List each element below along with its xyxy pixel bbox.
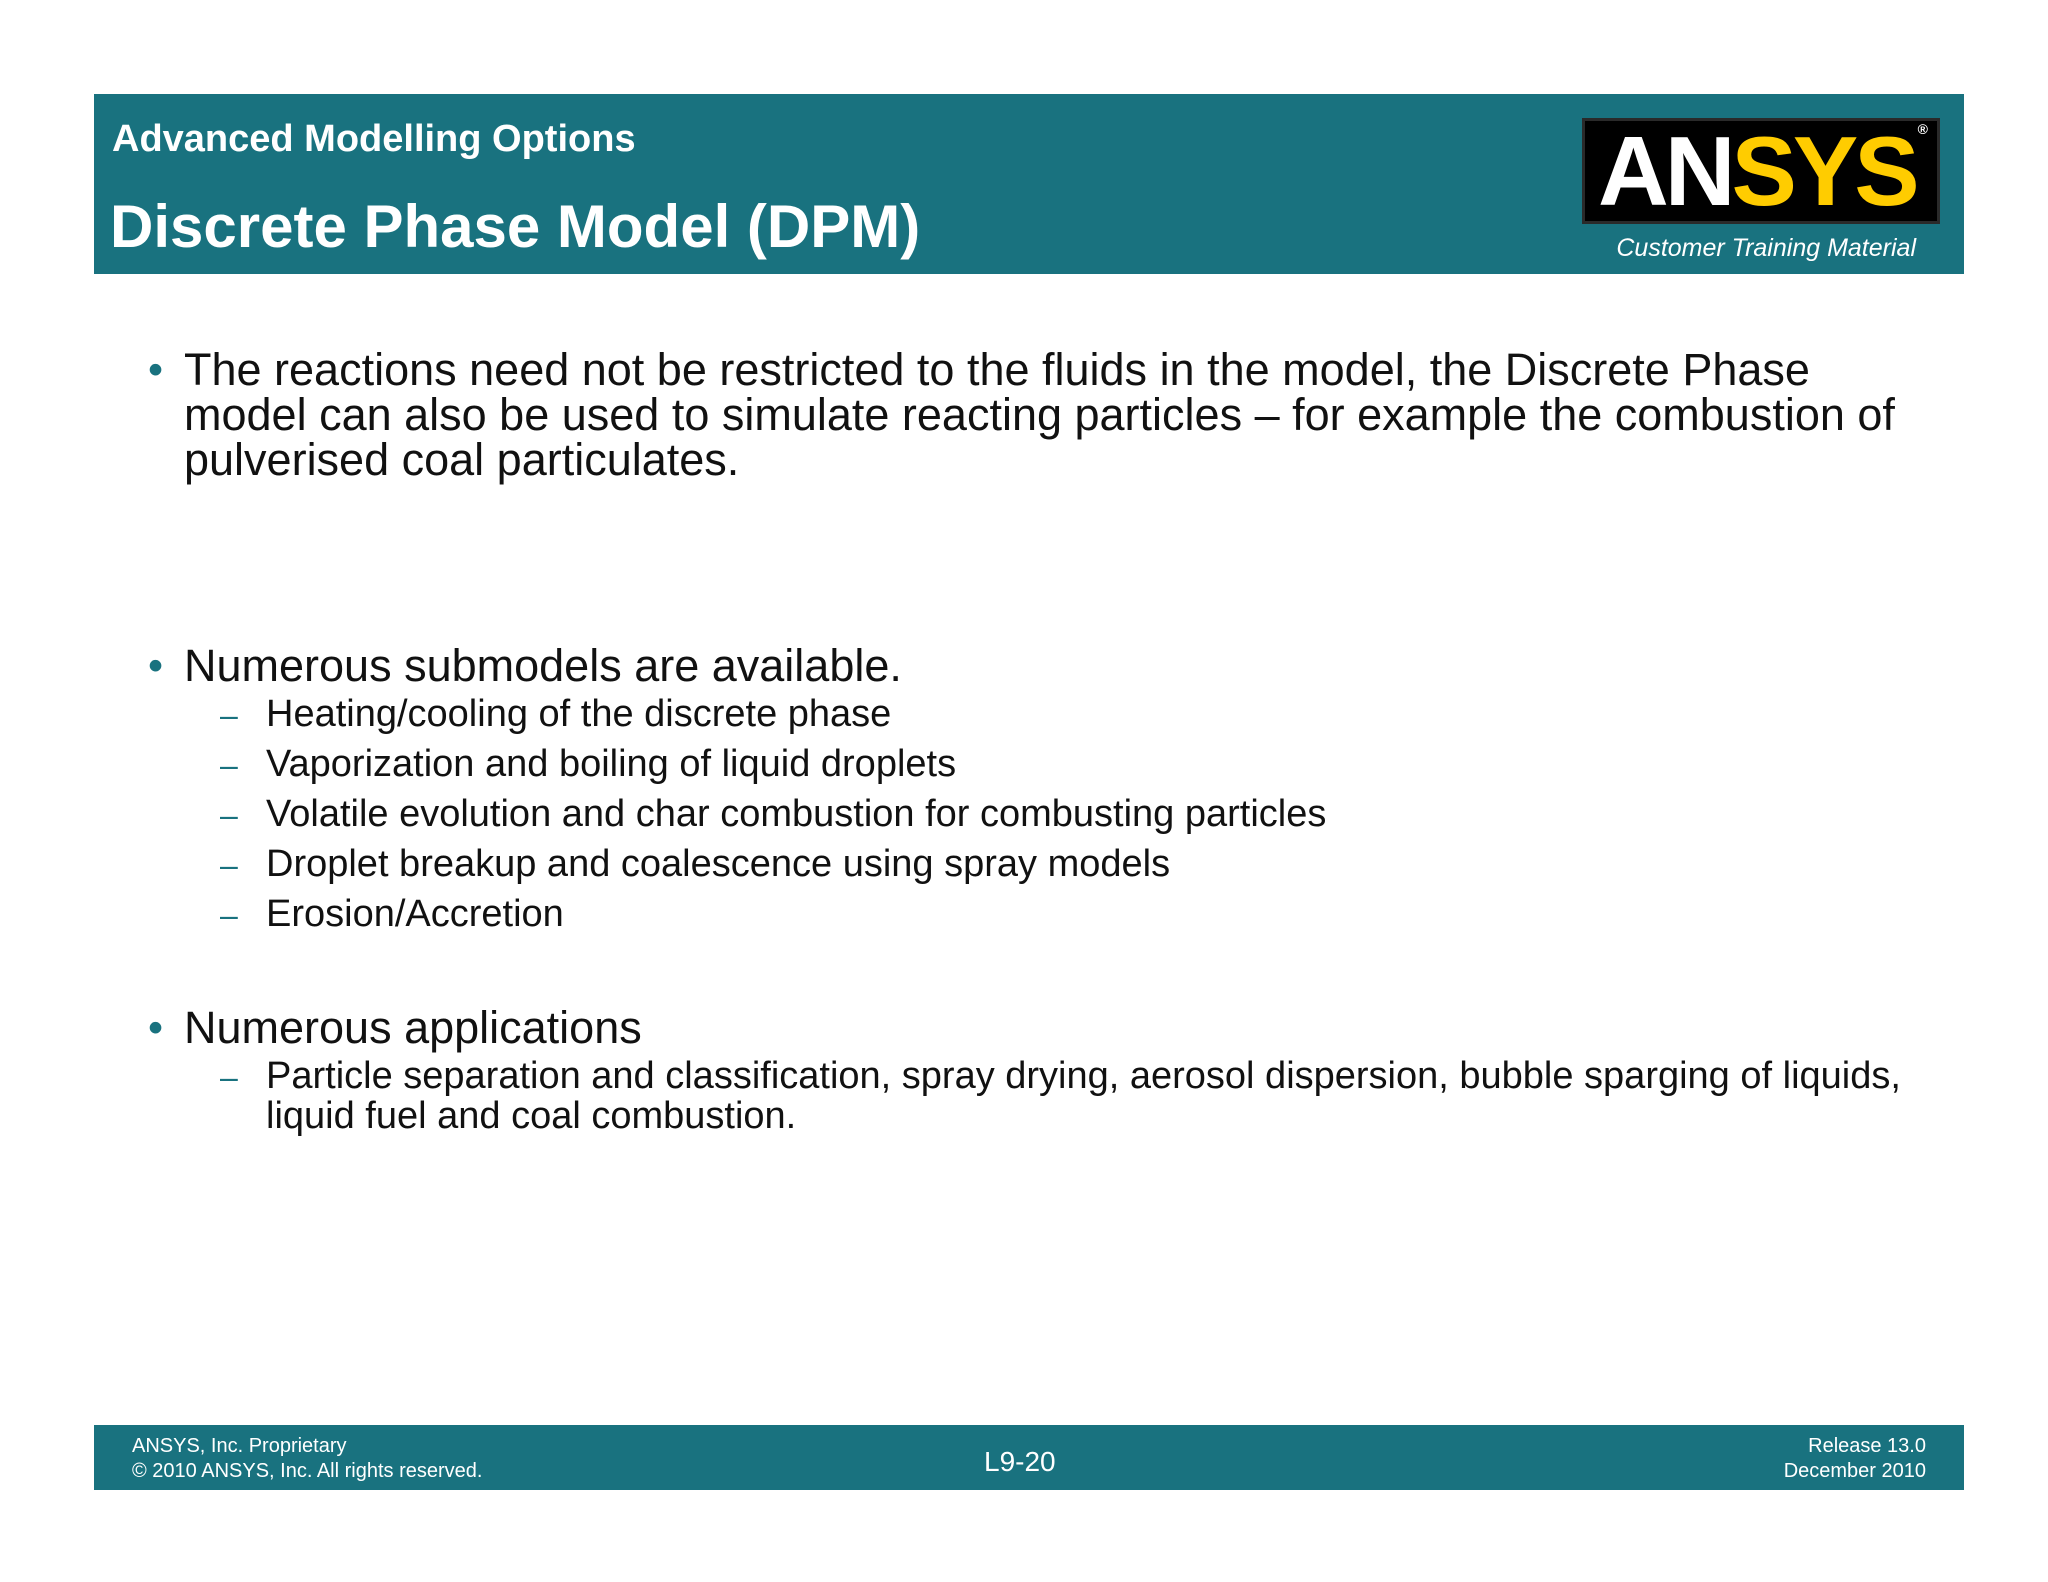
dash-icon: – (220, 1059, 238, 1095)
dash-icon: – (220, 797, 238, 833)
footer-release (1784, 1434, 1926, 1484)
bullet-icon: • (148, 642, 164, 690)
subitem-text: Volatile evolution and char combustion for combusting particles (266, 793, 1327, 835)
release-date: December 2010 (1783, 1460, 1926, 1482)
training-label: Customer Training Material (1616, 234, 1916, 262)
footer-legal (132, 1434, 482, 1484)
ansys-logo (1582, 118, 1940, 224)
bullet-text: Numerous applications (184, 1002, 642, 1053)
dash-icon: – (220, 697, 238, 733)
subitem-text: Erosion/Accretion (266, 893, 564, 935)
bullet-text: Numerous submodels are available. (184, 640, 902, 691)
dash-icon: – (220, 847, 238, 883)
section-subtitle: Advanced Modelling Options (112, 118, 636, 160)
slide-header (94, 94, 1964, 274)
slide-footer (94, 1425, 1964, 1490)
subitem-text: Heating/cooling of the discrete phase (266, 693, 892, 735)
logo-text: ANSYS ® (1598, 116, 1924, 226)
proprietary-notice: ANSYS, Inc. Proprietary (132, 1435, 347, 1457)
bullet-text: The reactions need not be restricted to the fluids in the model, the Discrete Phase model can also be used to simulate reacting particles – for example the combustion of pulverised coal particulates. (184, 344, 1895, 485)
bullet-icon: • (148, 1004, 164, 1052)
subitem-text: Vaporization and boiling of liquid droplets (266, 743, 957, 785)
slide-title: Discrete Phase Model (DPM) (110, 193, 921, 260)
page-number: L9-20 (984, 1446, 1056, 1477)
dash-icon: – (220, 747, 238, 783)
copyright-notice: © 2010 ANSYS, Inc. All rights reserved. (132, 1460, 483, 1482)
subitem-text: Droplet breakup and coalescence using spray models (266, 843, 1171, 885)
subitem-text: Particle separation and classification, spray drying, aerosol dispersion, bubble sparging of liquids, liquid fuel and coal combustion. (266, 1055, 1901, 1137)
bullet-icon: • (148, 346, 164, 394)
dash-icon: – (220, 897, 238, 933)
release-version: Release 13.0 (1808, 1435, 1926, 1457)
